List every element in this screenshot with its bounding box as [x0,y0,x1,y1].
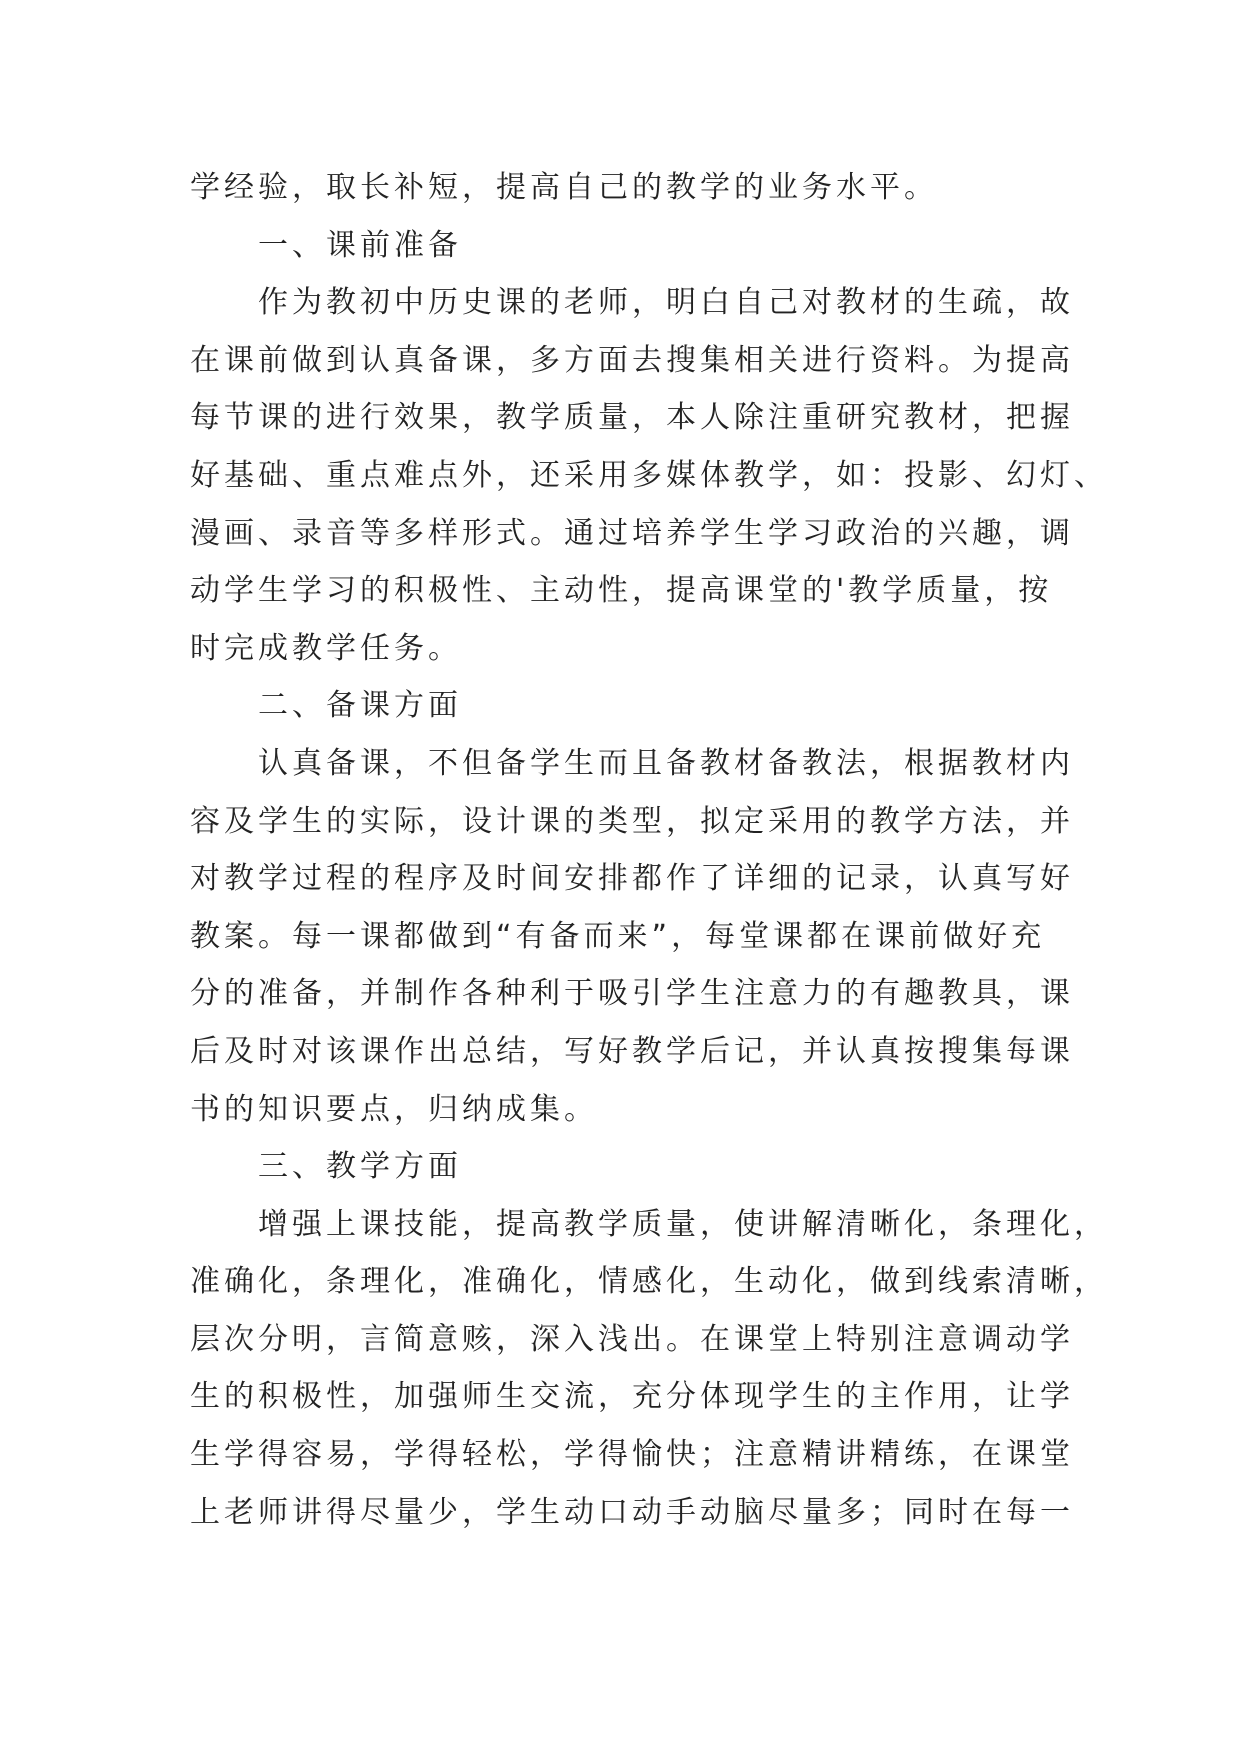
text-line: 好基础、重点难点外，还采用多媒体教学，如：投影、幻灯、 [190,457,1108,493]
text-line: 学经验，取长补短，提高自己的教学的业务水平。 [190,170,938,205]
text-line: 后及时对该课作出总结，写好教学后记，并认真按搜集每课 [190,1033,1074,1069]
text-line: 教案。每一课都做到“有备而来”，每堂课都在课前做好充 [190,918,1046,954]
text-line: 漫画、录音等多样形式。通过培养学生学习政治的兴趣，调 [190,515,1074,551]
text-line: 每节课的进行效果，教学质量，本人除注重研究教材，把握 [190,400,1074,436]
text-line: 增强上课技能，提高教学质量，使讲解清晰化，条理化， [258,1206,1108,1242]
text-line: 生学得容易，学得轻松，学得愉快；注意精讲精练，在课堂 [190,1437,1074,1473]
text-line: 时完成教学任务。 [190,630,462,666]
section-heading-1: 一、课前准备 [258,227,462,263]
text-line: 层次分明，言简意赅，深入浅出。在课堂上特别注意调动学 [190,1321,1074,1357]
section-heading-3: 三、教学方面 [258,1149,462,1185]
text-line: 动学生学习的积极性、主动性，提高课堂的'教学质量，按 [190,573,1053,609]
text-line: 书的知识要点，归纳成集。 [190,1091,598,1127]
text-line: 上老师讲得尽量少，学生动口动手动脑尽量多；同时在每一 [190,1494,1074,1530]
text-line: 在课前做到认真备课，多方面去搜集相关进行资料。为提高 [190,342,1074,378]
text-line: 生的积极性，加强师生交流，充分体现学生的主作用，让学 [190,1379,1074,1415]
text-line: 容及学生的实际，设计课的类型，拟定采用的教学方法，并 [190,803,1074,839]
text-line: 认真备课，不但备学生而且备教材备教法，根据教材内 [258,745,1074,781]
text-line: 作为教初中历史课的老师，明白自己对教材的生疏，故 [258,285,1074,321]
text-line: 分的准备，并制作各种利于吸引学生注意力的有趣教具，课 [190,976,1074,1012]
document-body [190,159,1108,1541]
text-line: 准确化，条理化，准确化，情感化，生动化，做到线索清晰， [190,1264,1108,1300]
text-line: 对教学过程的程序及时间安排都作了详细的记录，认真写好 [190,861,1074,897]
section-heading-2: 二、备课方面 [258,688,462,724]
